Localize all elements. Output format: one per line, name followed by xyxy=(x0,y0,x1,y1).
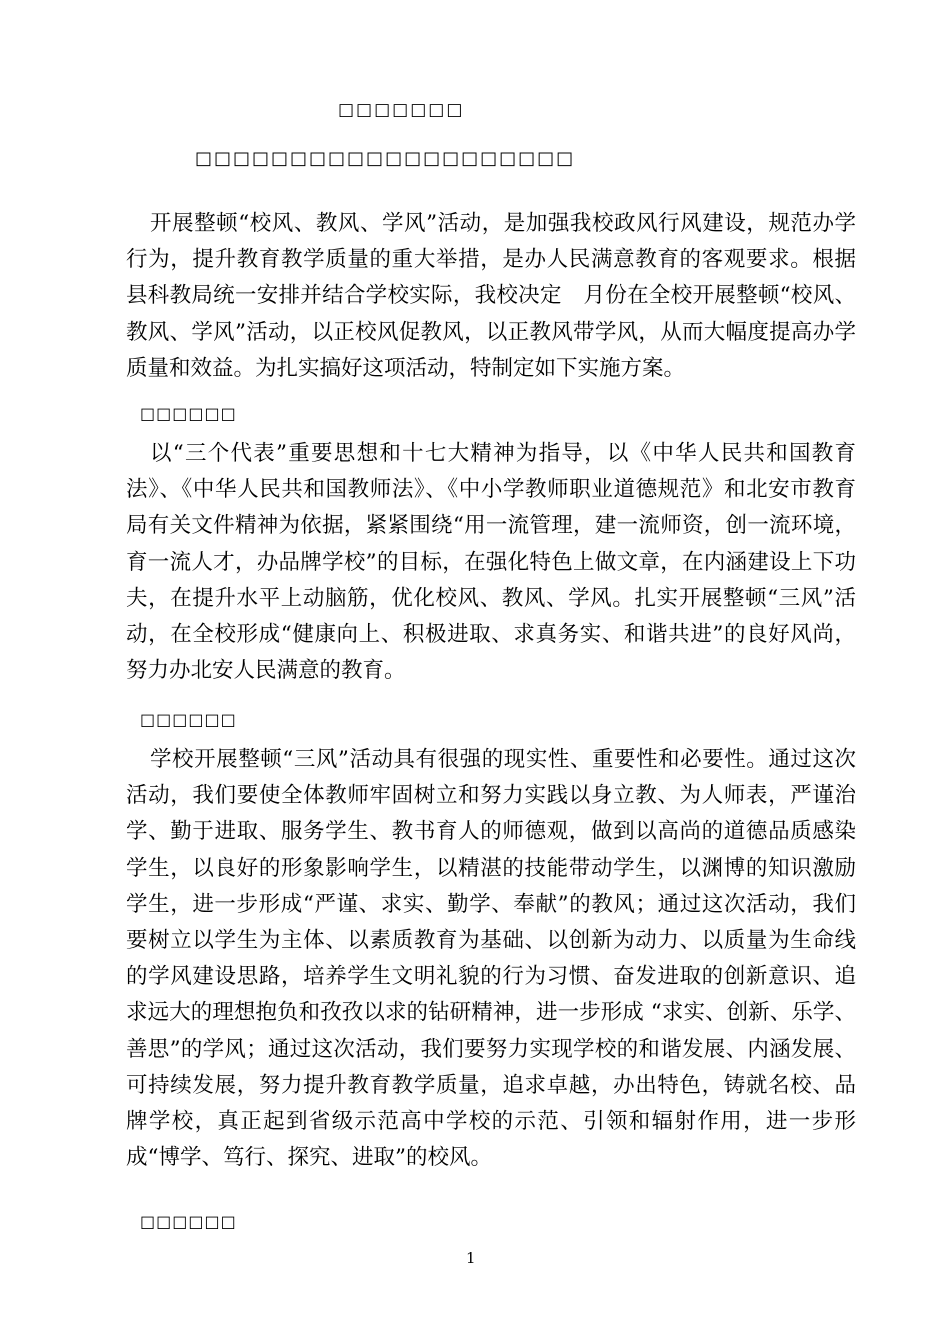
document-subtitle: □□□□□□□□□□□□□□□□□□□□ xyxy=(195,148,576,169)
section-heading-2: □□□□□□ xyxy=(140,710,237,729)
intro-paragraph: 开展整顿“校风、教风、学风”活动，是加强我校政风行风建设，规范办学行为，提升教育教学质量的重大举措，是办人民满意教育的客观要求。根据县科教局统一安排并结合学校实际，我校决定 月份在全校开展整顿“校风、教风、学风”活动，以正校风促教风，以正教风带学风，从而大幅度提高办学质量和效益。为扎实搞好这项活动，特制定如下实施方案。 xyxy=(126,211,856,381)
section-heading-3: □□□□□□ xyxy=(140,1212,237,1231)
section-heading-1: □□□□□□ xyxy=(140,404,237,423)
guiding-ideology-paragraph: 以“三个代表”重要思想和十七大精神为指导，以《中华人民共和国教育法》、《中华人民共和国教师法》、《中小学教师职业道德规范》和北安市教育局有关文件精神为依据，紧紧围绕“用一流管理，建一流师资，创一流环境，育一流人才，办品牌学校”的目标，在强化特色上做文章，在内涵建设上下功夫，在提升水平上动脑筋，优化校风、教风、学风。扎实开展整顿“三风”活动，在全校形成“健康向上、积极进取、求真务实、和谐共进”的良好风尚，努力办北安人民满意的教育。 xyxy=(126,441,856,684)
document-title: □□□□□□□ xyxy=(338,100,465,120)
objectives-paragraph: 学校开展整顿“三风”活动具有很强的现实性、重要性和必要性。通过这次活动，我们要使全体教师牢固树立和努力实践以身立教、为人师表，严谨治学、勤于进取、服务学生、教书育人的师德观，做到以高尚的道德品质感染学生，以良好的形象影响学生，以精湛的技能带动学生，以渊博的知识激励学生，进一步形成“严谨、求实、勤学、奉献”的教风；通过这次活动，我们要树立以学生为主体、以素质教育为基础、以创新为动力、以质量为生命线的学风建设思路，培养学生文明礼貌的行为习惯、奋发进取的创新意识、追求远大的理想抱负和孜孜以求的钻研精神，进一步形成 “求实、创新、乐学、善思”的学风；通过这次活动，我们要努力实现学校的和谐发展、内涵发展、可持续发展，努力提升教育教学质量，追求卓越，办出特色，铸就名校、品牌学校，真正起到省级示范高中学校的示范、引领和辐射作用，进一步形成“博学、笃行、探究、进取”的校风。 xyxy=(126,747,856,1171)
page-number: 1 xyxy=(466,1249,476,1267)
